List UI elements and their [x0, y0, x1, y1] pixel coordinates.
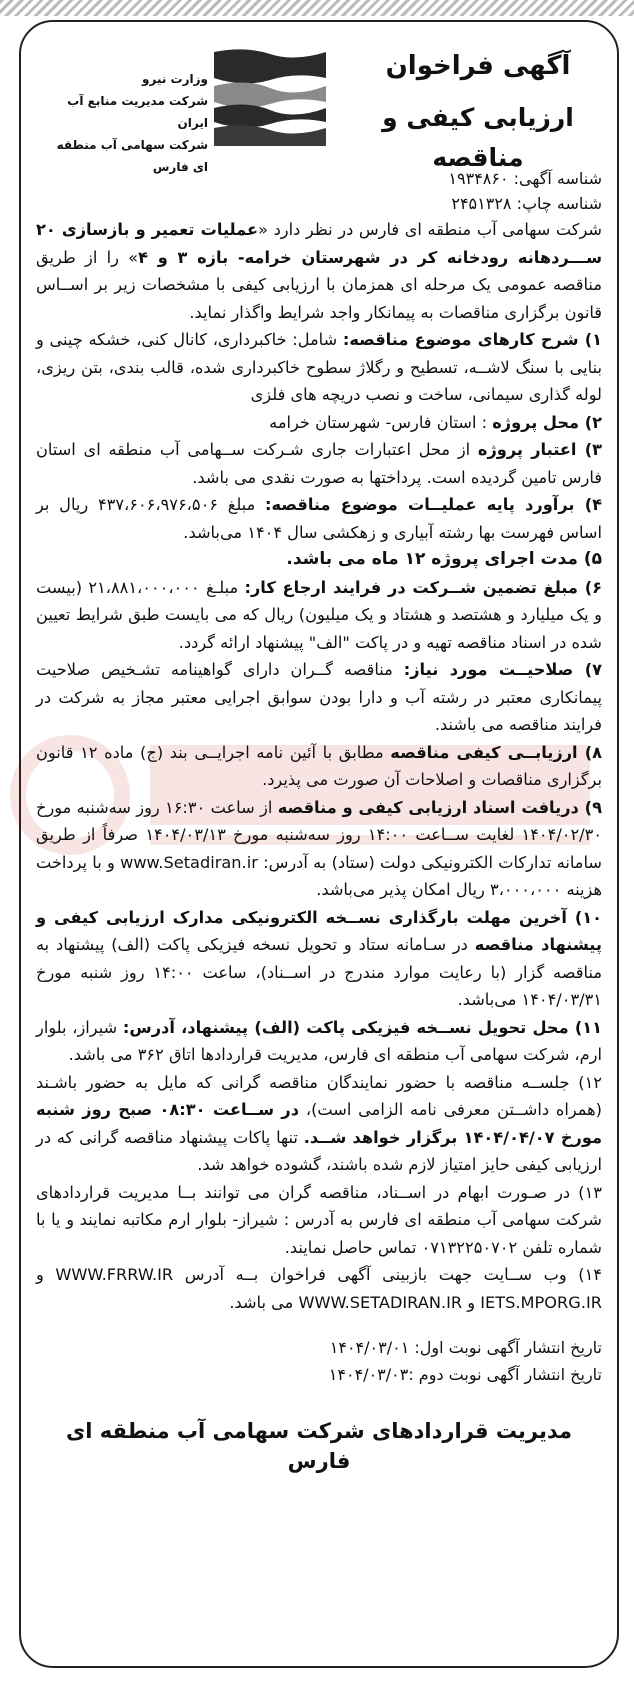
- item-1-label: ۱) شرح کارهای موضوع مناقصه:: [342, 330, 602, 349]
- item-11: [36, 1014, 602, 1069]
- notice-subtitle: ارزیابی کیفی و مناقصه: [382, 103, 574, 172]
- item-14-text: ۱۴) وب ســایت جهت بازبینی آگهی فراخوان بــه آدرس: [173, 1265, 602, 1284]
- item-7-label: ۷) صلاحیــت مورد نیاز:: [403, 660, 602, 679]
- item-11-text: شیراز، بلوار ارم، شرکت سهامی آب منطقه ای فارس، مدیریت قراردادها اتاق ۳۶۲ می باشد.: [36, 1017, 602, 1064]
- notice-title: آگهی فراخوان: [385, 51, 571, 81]
- setadiran-link[interactable]: WWW.SETADIRAN.IR: [298, 1292, 463, 1312]
- water-company-logo-icon: [206, 42, 334, 154]
- second-publication-date: تاریخ انتشار آگهی نوبت دوم :۱۴۰۴/۰۳/۰۳: [328, 1365, 602, 1384]
- ministry-block: [38, 68, 208, 178]
- item-8-label: ۸) ارزیابــی کیفی مناقصه: [390, 742, 602, 762]
- item-10: [36, 904, 602, 1014]
- ministry-name: وزارت نیرو: [142, 72, 208, 86]
- item-14-and-2: و: [462, 1292, 481, 1312]
- item-4-label: ۴) برآورد پایه عملیــات موضوع مناقصه:: [265, 495, 603, 514]
- item-14: [36, 1261, 602, 1316]
- item-8: [36, 739, 602, 794]
- item-12-text-c: تنها پاکات پیشنهاد مناقصه گرانی که در ارزیابی کیفی حایز امتیاز لازم شده باشند، گشوده خواهد شد.: [36, 1127, 602, 1174]
- item-9: [36, 794, 602, 904]
- item-10-label: ۱۰) آخرین مهلت بارگذاری نســخه الکترونیکی مدارک ارزیابی کیفی و پیشنهاد مناقصه: [36, 907, 602, 954]
- notice-header: [36, 28, 602, 174]
- setad-link[interactable]: www.Setadiran.ir: [120, 852, 258, 872]
- item-1: [36, 326, 602, 409]
- intro-paragraph: [36, 216, 602, 326]
- intro-text-c: » را از طریق مناقصه عمومی یک مرحله ای همزمان با ارزیابی کیفی با مشخصات زیر بر اســاس قانون برگزاری مناقصات به پیمانکار واجد شرایط واگذار نماید.: [36, 247, 602, 322]
- item-5-label: ۵) مدت اجرای پروژه ۱۲ ماه می باشد.: [286, 549, 602, 569]
- item-13-text: ۱۳) در صـورت ابهام در اســناد، مناقصه گران می توانند بــا مدیریت قراردادهای شرکت سهامی آب منطقه ای فارس به آدرس : شیراز- بلوار ارم مکاتبه نمایند و یا با شماره تلفن ۰۷۱۳۲۲۵۰۷۰۲ تماس حاصل نمایند.: [36, 1182, 602, 1257]
- top-hatch-border: [0, 0, 634, 16]
- item-9-label: ۹) دریافت اسناد ارزیابی کیفی و مناقصه: [277, 797, 602, 817]
- item-7-text: مناقصه گــران دارای گواهینامه تشـخیص صلاحیت پیمانکاری معتبر در رشته آب و دارا بودن سوابق اجرایی معتبر مجاز به شرکت در فرایند مناقصه می باشند.: [36, 660, 602, 734]
- item-4-text: مبلغ ۴۳۷،۶۰۶،۹۷۶،۵۰۶ ریال بر اساس فهرست بها رشته آبیاری و زهکشی سال ۱۴۰۴ می‌باشد.: [36, 495, 602, 542]
- footer-signature: مدیریت قراردادهای شرکت سهامی آب منطقه ای فارس: [65, 1419, 573, 1473]
- item-8-text: مطابق با آئین نامه اجرایــی بند (ج) ماده ۱۲ قانون برگزاری مناقصات و اصلاحات آن صورت می پذیرد.: [36, 742, 602, 789]
- iets-link[interactable]: IETS.MPORG.IR: [480, 1292, 602, 1312]
- item-2-label: ۲) محل پروژه: [492, 412, 602, 432]
- company-name: شرکت سهامی آب منطقه ای فارس: [56, 138, 208, 174]
- item-5: [36, 546, 602, 574]
- item-12: [36, 1069, 602, 1179]
- item-14-tail: می باشد.: [229, 1292, 299, 1312]
- frrw-link[interactable]: WWW.FRRW.IR: [55, 1265, 174, 1284]
- item-6-label: ۶) مبلغ تضمین شــرکت در فرایند ارجاع کار:: [244, 577, 602, 597]
- item-9-tail: و با پرداخت هزینه ۳،۰۰۰،۰۰۰ ریال امکان پذیر می‌باشد.: [36, 852, 602, 899]
- item-2-text: : استان فارس- شهرستان خرامه: [269, 412, 493, 432]
- notice-content: [36, 28, 602, 1476]
- item-12-text-a: ۱۲) جلســه مناقصه با حضور نمایندگان مناقصه گرانی که مایل به حضور باشـند (همراه داشــتن معرفی نامه الزامی است)،: [36, 1072, 602, 1119]
- intro-text-a: شرکت سهامی آب منطقه ای فارس در نظر دارد «: [258, 220, 602, 239]
- item-14-and-1: و: [36, 1265, 56, 1284]
- title-block: [368, 46, 588, 178]
- parent-company-name: شرکت مدیریت منابع آب ایران: [67, 94, 208, 130]
- item-7: [36, 656, 602, 739]
- item-13: [36, 1179, 602, 1262]
- print-id: شناسه چاپ: ۲۴۵۱۳۲۸: [451, 194, 602, 213]
- item-2: [36, 409, 602, 437]
- session-datetime: در ســاعت ۰۸:۳۰ صبح روز شنبه مورخ ۱۴۰۴/۰۴/۰۷ برگزار خواهد شــد.: [36, 1100, 603, 1147]
- item-10-text: در سـامانه ستاد و تحویل نسخه فیزیکی پاکت (الف) پیشنهاد به مناقصه گزار (با رعایت موارد مندرج در اســناد)، ساعت ۱۴:۰۰ روز شنبه مورخ ۱۴۰۴/۰۳/۳۱ می‌باشد.: [36, 935, 603, 1009]
- item-3-text: از محل اعتبارات جاری شـرکت ســهامی آب منطقه ای استان فارس تامین گردیده است. پرداختها به صورت نقدی می باشد.: [36, 440, 602, 487]
- item-4: [36, 491, 602, 546]
- item-3-label: ۳) اعتبار پروژه: [477, 440, 602, 459]
- ad-id: شناسه آگهی: ۱۹۳۴۸۶۰: [448, 169, 602, 188]
- item-11-label: ۱۱) محل تحویل نســخه فیزیکی پاکت (الف) پیشنهاد، آدرس:: [122, 1017, 602, 1037]
- item-6: [36, 574, 602, 657]
- item-1-text: شامل: خاکبرداری، کانال کنی، خشکه چینی و بنایی با سنگ لاشــه، تسطیح و رگلاژ سطوح خاکبرداری شده، قالب بندی، بتن ریزی، لوله گذاری سیمانی، ساخت و نصب دریچه های فلزی: [36, 330, 602, 404]
- item-3: [36, 436, 602, 491]
- item-9-text: از ساعت ۱۶:۳۰ روز سه‌شنبه مورخ ۱۴۰۴/۰۲/۳۰ لغایت ســاعت ۱۴:۰۰ روز سه‌شنبه مورخ ۱۴۰۴/۰۳/۱۳ صرفاً از طریق سامانه تدارکات الکترونیکی دولت (ستاد) به آدرس:: [36, 797, 603, 872]
- project-title: عملیات تعمیر و بازسازی ۲۰ ســـردهانه رودخانه کر در شهرستان خرامه- بازه ۳ و ۴: [36, 220, 602, 267]
- publication-dates: [36, 1334, 602, 1388]
- first-publication-date: تاریخ انتشار آگهی نوبت اول: ۱۴۰۴/۰۳/۰۱: [329, 1338, 602, 1357]
- item-6-text: مبلـغ ۲۱،۸۸۱،۰۰۰،۰۰۰ (بیست و یک میلیارد و هشتصد و هشتاد و یک میلیون) ریال که می بایست طبق شرایط تعیین شده در اسناد مناقصه تهیه و در پاکت "الف" پیشنهاد ارائه گردد.: [36, 577, 602, 652]
